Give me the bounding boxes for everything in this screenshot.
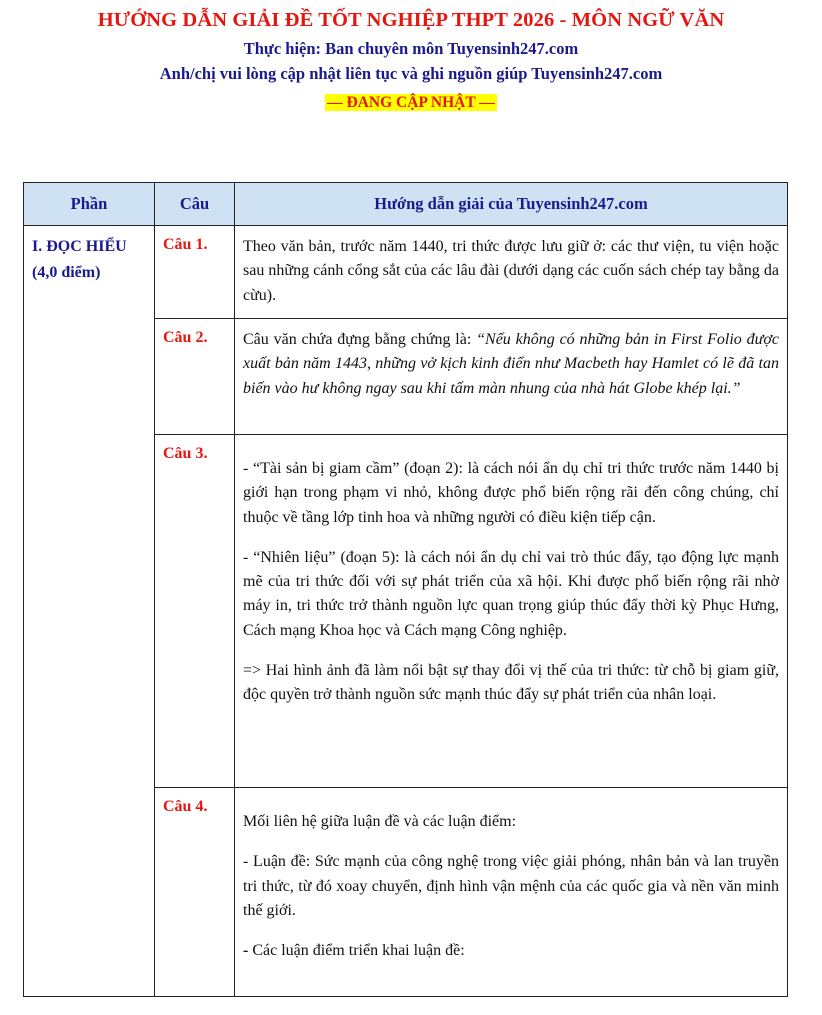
part-name: I. ĐỌC HIỂU [32, 238, 127, 255]
status-label: — ĐANG CẬP NHẬT — [327, 94, 495, 111]
answer-paragraph: Mối liên hệ giữa luận đề và các luận điểm: [243, 813, 517, 830]
table-header-row [24, 183, 788, 226]
answer-lead: Câu văn chứa đựng bằng chứng là: [243, 331, 477, 348]
answer-text: Theo văn bản, trước năm 1440, tri thức được lưu giữ ở: các thư viện, tu viện hoặc sau những cánh cổng sắt của các lâu đài (dưới dạng các cuốn sách chép tay bằng da cừu). [243, 238, 779, 304]
answer-paragraph: - “Tài sản bị giam cầm” (đoạn 2): là cách nói ẩn dụ chỉ tri thức trước năm 1440 bị giới hạn trong phạm vi nhỏ, không được phổ biến rộng rãi đến công chúng, chỉ thuộc về tầng lớp tinh hoa và những người có điều kiện tiếp cận. [243, 460, 779, 526]
answer-paragraph [243, 939, 779, 963]
answer-text [243, 328, 779, 401]
answer-cell [235, 319, 788, 435]
header-question: Câu [155, 183, 235, 226]
table-row [24, 226, 788, 319]
source-note: Anh/chị vui lòng cập nhật liên tục và ghi nguồn giúp Tuyensinh247.com [159, 64, 663, 83]
answer-table [23, 182, 788, 997]
part-points: (4,0 điểm) [32, 264, 101, 281]
question-label: Câu 4. [155, 788, 235, 997]
header-part: Phần [24, 183, 155, 226]
status-banner [0, 94, 822, 112]
answer-paragraph: => Hai hình ảnh đã làm nổi bật sự thay đổi vị thế của tri thức: từ chỗ bị giam giữ, độc quyền trở thành nguồn sức mạnh thúc đẩy sự phát triển của nhân loại. [243, 662, 779, 704]
answer-paragraph: - Luận đề: Sức mạnh của công nghệ trong việc giải phóng, nhân bản và lan truyền tri thức, từ đó xoay chuyển, định hình vận mệnh của các quốc gia và nền văn minh thế giới. [243, 853, 779, 919]
question-label: Câu 1. [155, 226, 235, 319]
answer-text: Các luận điểm triển khai luận đề: [248, 942, 465, 960]
header-guide: Hướng dẫn giải của Tuyensinh247.com [235, 183, 788, 226]
answer-paragraph: - “Nhiên liệu” (đoạn 5): là cách nói ẩn dụ chỉ vai trò thúc đẩy, tạo động lực mạnh mẽ của tri thức đối với sự phát triển của xã hội. Khi được phổ biến rộng rãi nhờ máy in, tri thức trở thành nguồn lực quan trọng giúp thúc đẩy thời kỳ Phục Hưng, Cách mạng Khoa học và Cách mạng Công nghiệp. [243, 548, 779, 639]
document-title: HƯỚNG DẪN GIẢI ĐỀ TỐT NGHIỆP THPT 2026 - MÔN NGỮ VĂN [97, 9, 725, 31]
answer-cell [235, 435, 788, 788]
author-line: Thực hiện: Ban chuyên môn Tuyensinh247.com [243, 39, 579, 58]
answer-quote: “Nếu không có những bản in First Folio được xuất bản năm 1443, những vở kịch kinh điển như Macbeth hay Hamlet có lẽ đã tan biến vào hư không ngay sau khi tấm màn nhung của nhà hát Globe khép lại.” [243, 331, 779, 397]
part-cell [24, 226, 155, 997]
question-label: Câu 3. [155, 435, 235, 788]
answer-cell [235, 788, 788, 997]
answer-cell [235, 226, 788, 319]
question-label: Câu 2. [155, 319, 235, 435]
answer-dash: - [243, 942, 249, 960]
